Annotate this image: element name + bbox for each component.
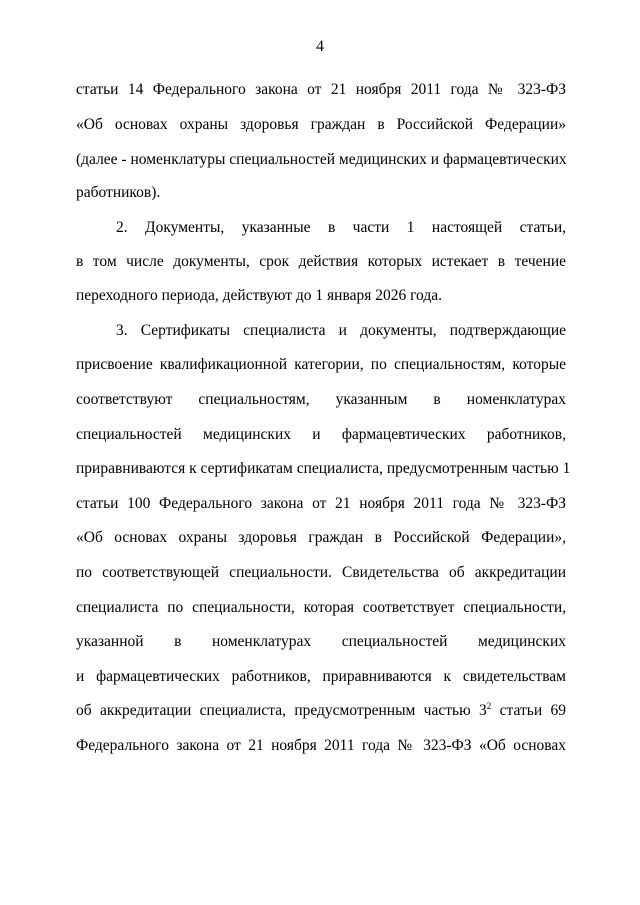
text-line: Федерального закона от 21 ноября 2011 года № 323-ФЗ «Об основах (76, 737, 566, 754)
text-line: специальностей медицинских и фармацевтических работников, (76, 426, 566, 443)
text-line: указанной в номенклатурах специальностей медицинских (76, 633, 566, 650)
text-line: статьи 14 Федерального закона от 21 ноября 2011 года № 323-ФЗ (76, 81, 566, 98)
text-line: 2. Документы, указанные в части 1 настоящей статьи, (116, 219, 566, 236)
text-line: по соответствующей специальности. Свидетельства об аккредитации (76, 564, 566, 581)
text-line: статьи 100 Федерального закона от 21 ноября 2011 года № 323-ФЗ (76, 495, 566, 512)
text-line: «Об основах охраны здоровья граждан в Российской Федерации» (76, 116, 566, 133)
page-number: 4 (316, 38, 324, 55)
text-line: соответствуют специальностям, указанным в номенклатурах (76, 391, 566, 408)
text-line: приравниваются к сертификатам специалиста, предусмотренным частью 1 (76, 460, 571, 477)
text-line-with-superscript (76, 701, 566, 721)
text-line: (далее - номенклатуры специальностей медицинских и фармацевтических (76, 151, 567, 168)
text-line: 3. Сертификаты специалиста и документы, подтверждающие (116, 322, 566, 339)
text-segment: об аккредитации специалиста, предусмотренным частью 3 (76, 702, 487, 719)
text-line: и фармацевтических работников, приравниваются к свидетельствам (76, 668, 566, 685)
text-segment: статьи 69 (491, 702, 567, 719)
text-line: присвоение квалификационной категории, по специальностям, которые (76, 356, 566, 373)
text-line: «Об основах охраны здоровья граждан в Российской Федерации», (76, 529, 566, 546)
text-line: в том числе документы, срок действия которых истекает в течение (76, 253, 566, 270)
superscript: 2 (486, 700, 492, 711)
text-line: специалиста по специальности, которая соответствует специальности, (76, 599, 566, 616)
text-line: работников). (76, 184, 161, 201)
text-line: переходного периода, действуют до 1 января 2026 года. (76, 287, 443, 304)
